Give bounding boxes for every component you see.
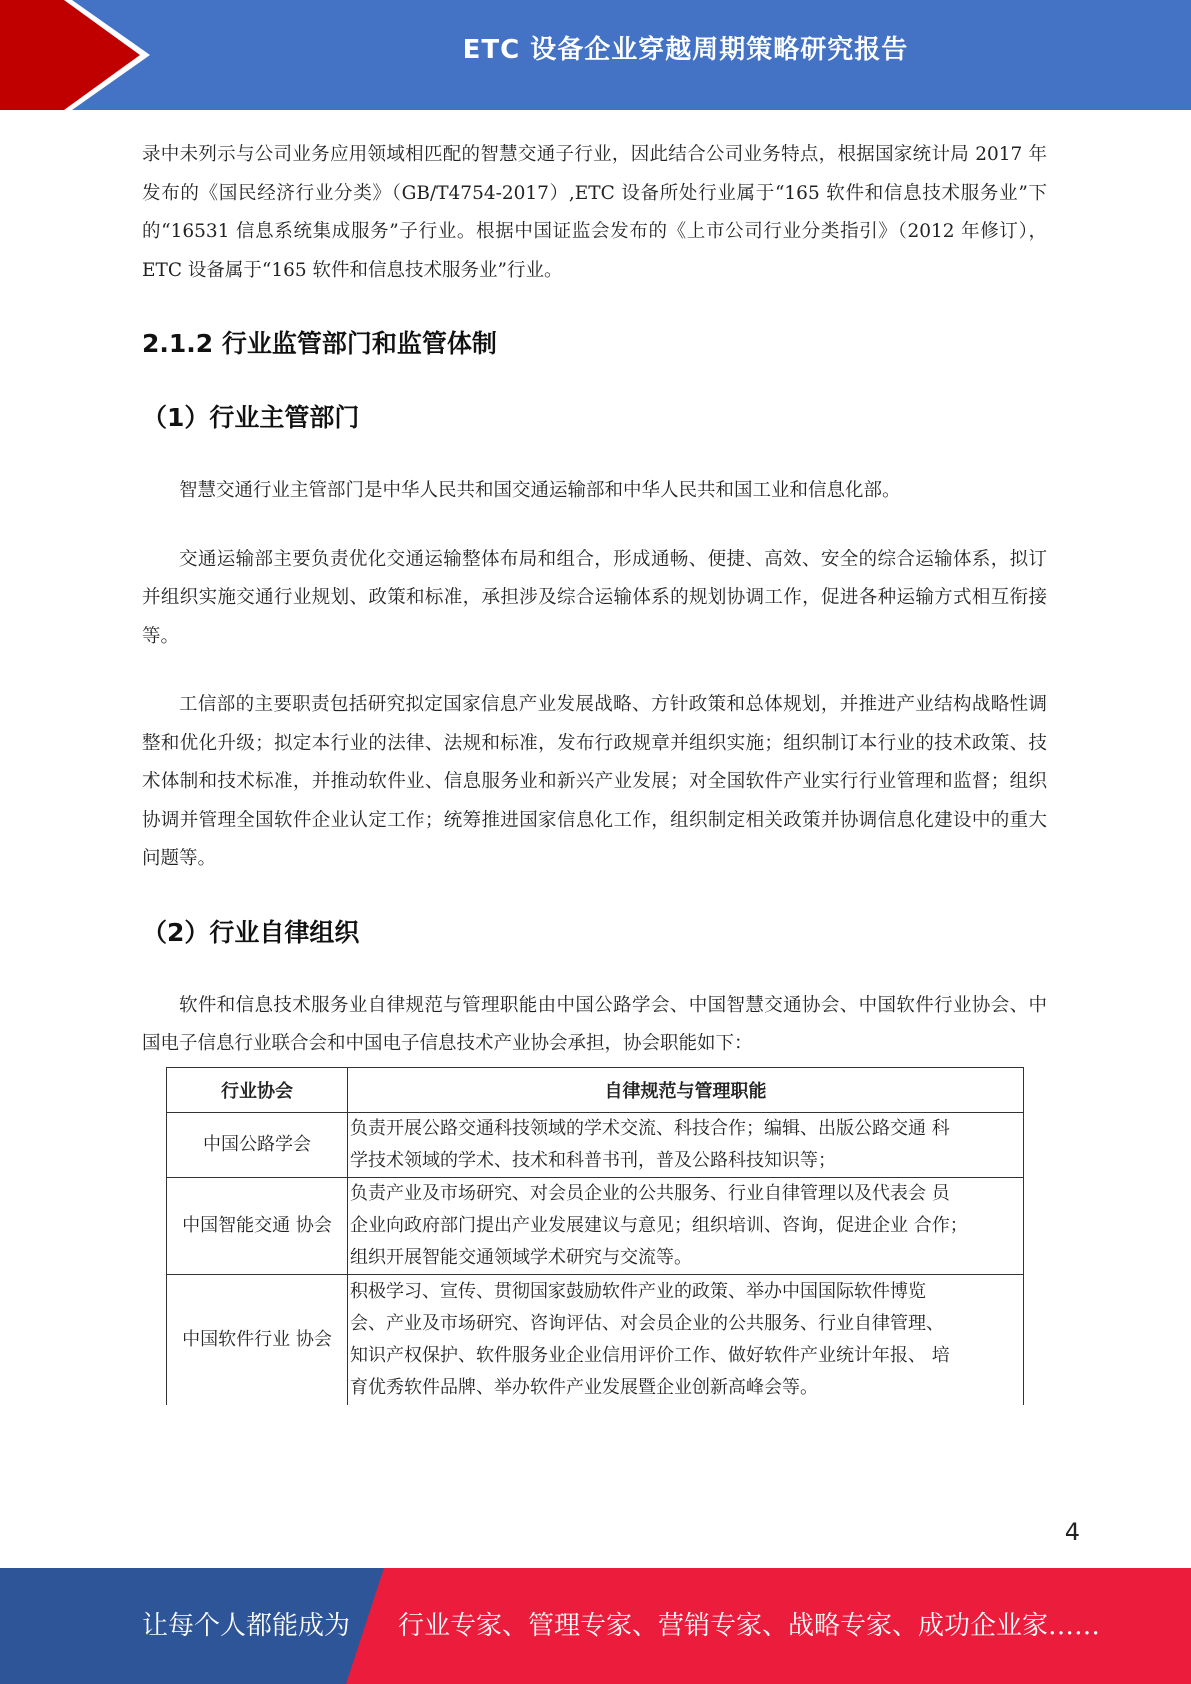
report-title: ETC 设备企业穿越周期策略研究报告	[462, 35, 909, 65]
association-functions	[348, 1113, 1024, 1178]
header-arrow	[0, 0, 140, 110]
paragraph: 智慧交通行业主管部门是中华人民共和国交通运输部和中华人民共和国工业和信息化部。	[179, 480, 901, 501]
table-row	[167, 1113, 1024, 1178]
table-cell-line: 育优秀软件品牌、举办软件产业发展暨企业创新高峰会等。	[350, 1377, 818, 1398]
association-name: 中国智能交通 协会	[167, 1178, 348, 1275]
column-header-association: 行业协会	[167, 1068, 348, 1113]
table-row	[167, 1275, 1024, 1406]
table-header-row	[167, 1068, 1024, 1113]
subsection-heading-1: （1）行业主管部门	[142, 403, 360, 432]
table-cell-line: 负责产业及市场研究、对会员企业的公共服务、行业自律管理以及代表会 员	[350, 1183, 950, 1204]
table-cell-line: 知识产权保护、软件服务业企业信用评价工作、做好软件产业统计年报、 培	[350, 1345, 950, 1366]
table-cell-line: 会、产业及市场研究、咨询评估、对会员企业的公共服务、行业自律管理、	[350, 1313, 944, 1334]
main-content	[142, 136, 1047, 1064]
footer-slogan-left: 让每个人都能成为	[142, 1611, 351, 1641]
paragraph: 软件和信息技术服务业自律规范与管理职能由中国公路学会、中国智慧交通协会、中国软件行业协会、中国电子信息行业联合会和中国电子信息技术产业协会承担，协会职能如下：	[142, 994, 1047, 1054]
association-functions	[348, 1275, 1024, 1406]
association-name: 中国软件行业 协会	[167, 1275, 348, 1406]
page-header	[0, 0, 1191, 110]
paragraph: 工信部的主要职责包括研究拟定国家信息产业发展战略、方针政策和总体规划，并推进产业结构战略性调整和优化升级；拟定本行业的法律、法规和标准，发布行政规章并组织实施；组织制订本行业的技术政策、技术体制和技术标准，并推动软件业、信息服务业和新兴产业发展；对全国软件产业实行行业管理和监督；组织协调并管理全国软件企业认定工作；统筹推进国家信息化工作，组织制定相关政策并协调信息化建设中的重大问题等。	[142, 694, 1047, 869]
table-cell-line: 学技术领域的学术、技术和科普书刊，普及公路科技知识等；	[350, 1150, 836, 1171]
table-cell-line: 积极学习、宣传、贯彻国家鼓励软件产业的政策、举办中国国际软件博览	[350, 1281, 926, 1302]
association-table	[166, 1067, 1024, 1405]
intro-paragraph: 录中未列示与公司业务应用领域相匹配的智慧交通子行业，因此结合公司业务特点，根据国家统计局 2017 年发布的《国民经济行业分类》（GB/T4754-2017）,ETC 设备所处行业属于“165 软件和信息技术服务业”下的“16531 信息系统集成服务”子行业。根据中国证监会发布的《上市公司行业分类指引》（2012 年修订），ETC 设备属于“165 软件和信息技术服务业”行业。	[142, 144, 1047, 281]
subsection-heading-2: （2）行业自律组织	[142, 917, 360, 947]
table-cell-line: 企业向政府部门提出产业发展建议与意见；组织培训、咨询，促进企业 合作；	[350, 1215, 968, 1236]
page-footer	[0, 1568, 1191, 1684]
table-row	[167, 1178, 1024, 1275]
table-cell-line: 组织开展智能交通领域学术研究与交流等。	[350, 1247, 692, 1268]
page-number: 4	[1064, 1518, 1080, 1546]
footer-slogan-right: 行业专家、管理专家、营销专家、战略专家、成功企业家……	[398, 1611, 1101, 1641]
association-name: 中国公路学会	[167, 1113, 348, 1178]
table-cell-line: 负责开展公路交通科技领域的学术交流、科技合作；编辑、出版公路交通 科	[350, 1118, 950, 1139]
paragraph: 交通运输部主要负责优化交通运输整体布局和组合，形成通畅、便捷、高效、安全的综合运输体系，拟订并组织实施交通行业规划、政策和标准，承担涉及综合运输体系的规划协调工作，促进各种运输方式相互衔接等。	[142, 548, 1047, 647]
association-functions	[348, 1178, 1024, 1275]
section-heading: 2.1.2 行业监管部门和监管体制	[142, 329, 497, 358]
column-header-functions: 自律规范与管理职能	[348, 1068, 1024, 1113]
